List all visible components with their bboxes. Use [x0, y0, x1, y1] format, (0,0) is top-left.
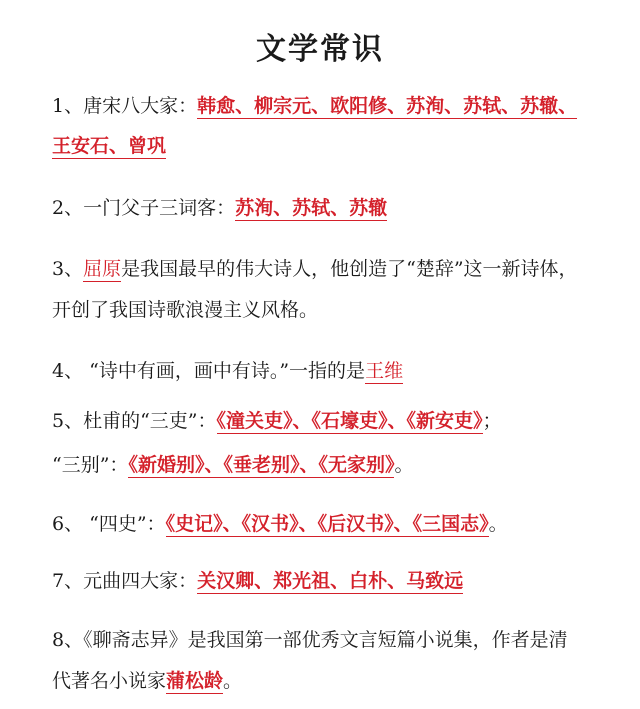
question-text: 代著名小说家	[52, 670, 167, 692]
question-text: 3、	[52, 258, 84, 280]
question-text: ；	[482, 410, 502, 432]
answer-text: 关汉卿、郑光祖、白朴、马致远	[197, 570, 464, 592]
item-8-line	[52, 668, 242, 694]
answer-text: 屈原	[83, 258, 122, 280]
question-text: 。	[394, 454, 414, 476]
item-1-line	[52, 133, 166, 159]
item-5-line	[52, 408, 502, 434]
item-1-line	[52, 93, 577, 119]
answer-text: 苏洵、苏轼、苏辙	[235, 197, 388, 219]
question-text: 5、杜甫的“三吏”：	[52, 410, 217, 432]
answer-text: 《史记》、《汉书》、《后汉书》、《三国志》	[165, 513, 489, 535]
question-text: 。	[223, 670, 243, 692]
question-text: 。	[488, 513, 508, 535]
page-title: 文学常识	[256, 32, 384, 67]
question-text: 8、《聊斋志异》是我国第一部优秀文言短篇小说集，作者是清	[52, 629, 568, 651]
question-text: 开创了我国诗歌浪漫主义风格。	[52, 299, 319, 321]
answer-text: 韩愈、柳宗元、欧阳修、苏洵、苏轼、苏辙、	[197, 95, 578, 117]
question-text: 6、 “四史”：	[52, 513, 166, 535]
question-text: “三别”：	[52, 454, 129, 476]
answer-text: 王维	[365, 360, 404, 382]
answer-text: 王安石、曾巩	[52, 135, 167, 157]
answer-text: 蒲松龄	[166, 670, 224, 692]
item-4-line	[52, 358, 403, 384]
question-text: 4、 “诗中有画，画中有诗。”一指的是	[52, 360, 366, 382]
answer-text: 《新婚别》、《垂老别》、《无家别》	[128, 454, 395, 476]
question-text: 2、一门父子三词客：	[52, 197, 236, 219]
question-text: 7、元曲四大家：	[52, 570, 198, 592]
item-7-line	[52, 568, 463, 594]
item-8-line	[52, 627, 568, 653]
item-5-line	[52, 452, 413, 478]
item-3-line	[52, 297, 318, 323]
item-3-line	[52, 256, 578, 282]
item-6-line	[52, 511, 508, 537]
answer-text: 《潼关吏》、《石壕吏》、《新安吏》	[216, 410, 483, 432]
question-text: 1、唐宋八大家：	[52, 95, 198, 117]
question-text: 是我国最早的伟大诗人，他创造了“楚辞”这一新诗体，	[121, 258, 578, 280]
item-2-line	[52, 195, 387, 221]
